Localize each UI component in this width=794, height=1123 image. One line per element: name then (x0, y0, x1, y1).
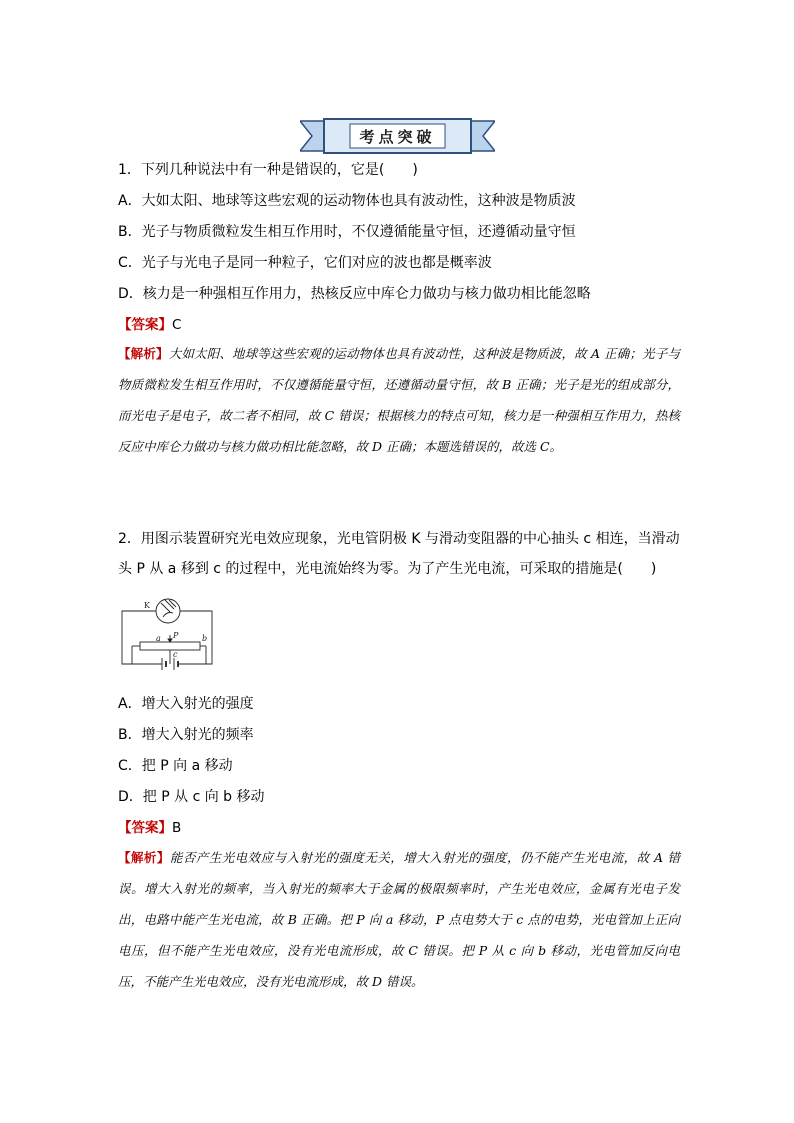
label-k: K (144, 601, 150, 610)
q1-option-b: B．光子与物质微粒发生相互作用时，不仅遵循能量守恒，还遵循动量守恒 (118, 224, 576, 240)
q2-explain-text: 能否产生光电效应与入射光的强度无关，增大入射光的强度，仍不能产生光电流，故 A 错误。增大入射光的频率，当入射光的频率大于金属的极限频率时，产生光电效应，金属有光电子发出，电路中能产生光电流，故 B 正确。把 P 向 a 移动，P 点电势大于 c 点的电势，光电管加上正向电压，但不能产生光电效应，没有光电流形成，故 C 错误。把 P 从 c 向 b 移动，光电管加反向电压，不能产生光电效应，没有光电流形成，故 D 错误。 (118, 850, 680, 989)
label-b: b (202, 634, 208, 643)
rheostat-icon (140, 642, 200, 650)
q1-answer-value: C (172, 317, 182, 333)
circuit-wire-left (122, 611, 156, 664)
label-p: P (173, 631, 179, 640)
q1-explain-tag: 【解析】 (118, 346, 169, 361)
q2-answer-value: B (172, 820, 182, 836)
q1-stem: 1．下列几种说法中有一种是错误的，它是( ) (118, 162, 418, 178)
label-a: a (156, 634, 161, 643)
q2-option-b: B．增大入射光的频率 (118, 727, 254, 743)
photoelectric-circuit-figure (118, 595, 218, 687)
q1-explain-text: 大如太阳、地球等这些宏观的运动物体也具有波动性，这种波是物质波，故 A 正确；光子与物质微粒发生相互作用时，不仅遵循能量守恒，还遵循动量守恒，故 B 正确；光子是光的组成部分，而光电子是电子，故二者不相同，故 C 错误；根据核力的特点可知，核力是一种强相互作用力，热核反应中库仑力做功与核力做功相比能忽略，故 D 正确；本题选错误的，故选 C。 (118, 346, 680, 454)
q1-explanation (118, 338, 680, 462)
q1-answer-tag: 【答案】 (118, 317, 172, 333)
q1-option-d: D．核力是一种强相互作用力，热核反应中库仑力做功与核力做功相比能忽略 (118, 286, 591, 302)
circuit-wire-right (180, 611, 212, 664)
q2-answer-tag: 【答案】 (118, 820, 172, 836)
q2-stem: 2．用图示装置研究光电效应现象，光电管阴极 K 与滑动变阻器的中心抽头 c 相连，当滑动头 P 从 a 移到 c 的过程中，光电流始终为零。为了产生光电流，可采取的措施是( ) (118, 531, 680, 577)
q2-option-d: D．把 P 从 c 向 b 移动 (118, 789, 265, 805)
q2-option-c: C．把 P 向 a 移动 (118, 758, 233, 774)
q2-explain-tag: 【解析】 (118, 850, 170, 865)
q2-answer (118, 818, 688, 838)
q1-option-c: C．光子与光电子是同一种粒子，它们对应的波也都是概率波 (118, 255, 492, 271)
label-c: c (173, 650, 178, 659)
q1-answer (118, 315, 688, 335)
section-banner (300, 117, 495, 157)
q1-option-a: A．大如太阳、地球等这些宏观的运动物体也具有波动性，这种波是物质波 (118, 193, 576, 209)
q2-explanation (118, 842, 680, 997)
banner-title: 考点突破 (359, 128, 436, 146)
q2-option-a: A．增大入射光的强度 (118, 696, 254, 712)
